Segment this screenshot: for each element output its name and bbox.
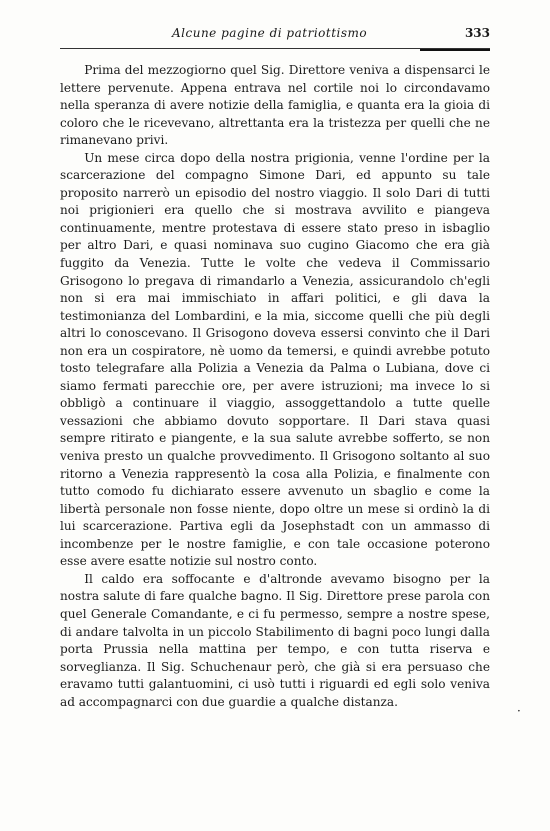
header-rule-accent: [420, 49, 490, 51]
paragraph: Prima del mezzogiorno quel Sig. Direttore veniva a dispensarci le lettere pervenute. Appena entrava nel cortile noi lo circondavamo nella speranza di avere notizie della famiglia, e quanta era la gioia di coloro che le ricevevano, altrettanta era la tristezza per quelli che ne rimanevano privi.: [60, 63, 490, 148]
margin-mark: ·: [517, 704, 521, 718]
page-number: 333: [464, 26, 490, 40]
paragraph: Un mese circa dopo della nostra prigionia, venne l'ordine per la scarcerazione del compagno Simone Dari, ed appunto su tale proposito narrerò un episodio del nostro viaggio. Il solo Dari di tutti noi prigionieri era quello che si mostrava avvilito e piangeva continuamente, mentre protestava di essere stato preso in isbaglio per altro Dari, e quasi nominava suo cugino Giacomo che era già fuggito da Venezia. Tutte le volte che vedeva il Commissario Grisogono lo pregava di rimandarlo a Venezia, assicurandolo ch'egli non si era mai immischiato in affari politici, e gli dava la testimonianza del Lombardini, e la mia, siccome quelli che più degli altri lo conoscevano. Il Grisogono doveva essersi convinto che il Dari non era un cospiratore, nè uomo da temersi, e quindi avrebbe potuto tosto telegrafare alla Polizia a Venezia da Palma o Lubiana, dove ci siamo fermati parecchie ore, per avere istruzioni; ma invece lo si obbligò a continuare il viaggio, assoggettandolo a tutte quelle vessazioni che abbiamo dovuto sopportare. Il Dari stava quasi sempre ritirato e piangente, e la sua salute avrebbe sofferto, se non veniva presto un qualche provvedimento. Il Grisogono soltanto al suo ritorno a Venezia rappresentò la cosa alla Polizia, e finalmente con tutto comodo fu dichiarato essere avvenuto un sbaglio e come la libertà personale non fosse niente, dopo oltre un mese si ordinò la di lui scarcerazione. Partiva egli da Josephstadt con un ammasso di incombenze per le nostre famiglie, e con tale occasione poterono esse avere esatte notizie sul nostro conto.: [60, 150, 490, 569]
paragraph: Il caldo era soffocante e d'altronde avevamo bisogno per la nostra salute di fare qualche bagno. Il Sig. Direttore prese parola con quel Generale Comandante, e ci fu permesso, sempre a nostre spese, di andare talvolta in un piccolo Stabilimento di bagni poco lungi dalla porta Prussia nella mattina per tempo, e con tutta riserva e sorveglianza. Il Sig. Schuchenaur però, che già si era persuaso che eravamo tutti galantuomini, ci usò tutti i riguardi ed egli solo veniva ad accompagnarci con due guardie a qualche distanza.: [60, 571, 490, 709]
running-title: Alcune pagine di patriottismo: [172, 26, 368, 40]
page-header: [60, 26, 490, 46]
body-text: [60, 62, 490, 711]
